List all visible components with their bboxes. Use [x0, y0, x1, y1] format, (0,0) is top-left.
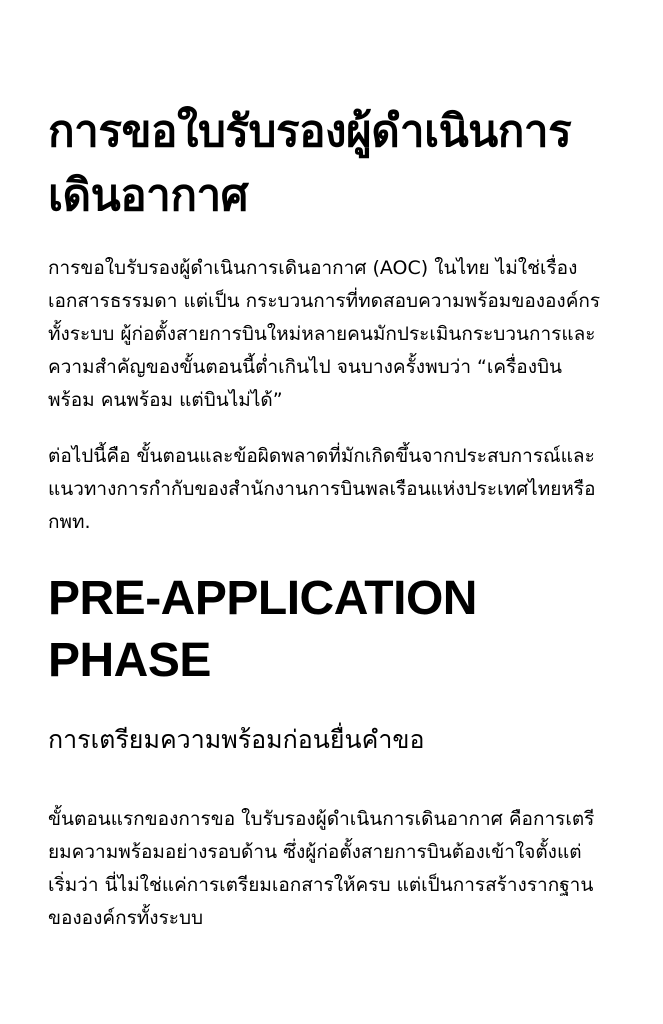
- section-subtitle: การเตรียมความพร้อมก่อนยื่นคำขอ: [48, 725, 425, 754]
- article-title: การขอใบรับรองผู้ดำเนินการเดินอากาศ: [48, 106, 572, 221]
- intro-paragraph: การขอใบรับรองผู้ดำเนินการเดินอากาศ (AOC) ในไทย ไม่ใช่เรื่องเอกสารธรรมดา แต่เป็น กระบวนการที่ทดสอบความพร้อมขององค์กรทั้งระบบ ผู้ก่อตั้งสายการบินใหม่หลายคนมักประเมินกระบวนการและความสำคัญของขั้นตอนนี้ต่ำเกินไป จนบางครั้งพบว่า “เครื่องบินพร้อม คนพร้อม แต่บินไม่ได้”: [48, 257, 601, 411]
- second-paragraph: ต่อไปนี้คือ ขั้นตอนและข้อผิดพลาดที่มักเกิดขึ้นจากประสบการณ์และแนวทางการกำกับของสำนักงานการบินพลเรือนแห่งประเทศไทยหรือ กพท.: [48, 445, 596, 533]
- section-paragraph: ขั้นตอนแรกของการขอ ใบรับรองผู้ดำเนินการเดินอากาศ คือการเตรียมความพร้อมอย่างรอบด้าน ซึ่งผู้ก่อตั้งสายการบินต้องเข้าใจตั้งแต่เริ่มว่า นี่ไม่ใช่แค่การเตรียมเอกสารให้ครบ แต่เป็นการสร้างรากฐานขององค์กรทั้งระบบ: [48, 808, 595, 929]
- section-title: PRE-APPLICATION PHASE: [48, 572, 477, 687]
